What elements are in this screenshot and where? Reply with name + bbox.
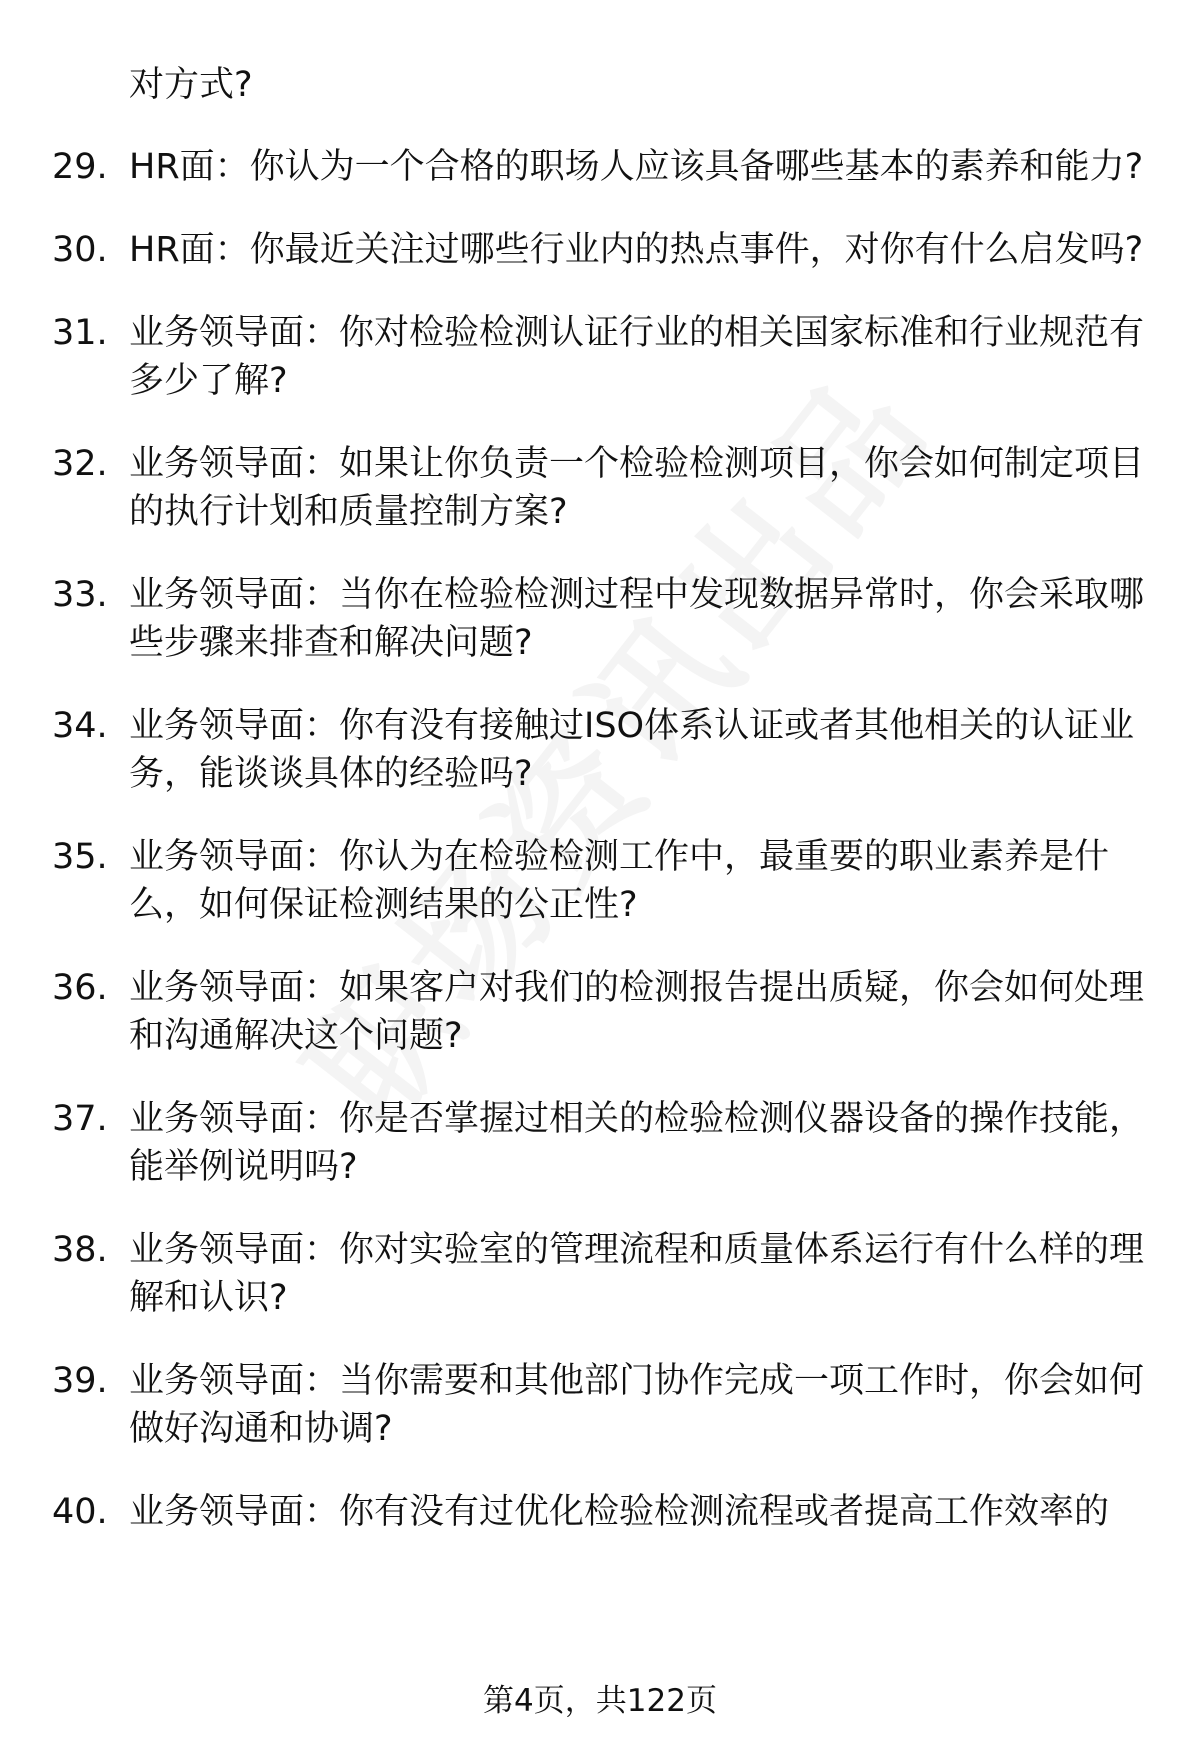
item-text: 业务领导面：你是否掌握过相关的检验检测仪器设备的操作技能，能举例说明吗? bbox=[129, 1099, 1145, 1187]
item-number: 32. bbox=[52, 444, 108, 484]
page-footer: 第4页，共122页 bbox=[483, 1683, 717, 1719]
continuation-text: 对方式? bbox=[129, 65, 253, 105]
item-text: 业务领导面：你有没有过优化检验检测流程或者提高工作效率的 bbox=[129, 1492, 1110, 1532]
list-item bbox=[52, 571, 1152, 667]
item-number: 35. bbox=[52, 837, 108, 877]
item-text: 业务领导面：你认为在检验检测工作中，最重要的职业素养是什么，如何保证检测结果的公正性? bbox=[129, 837, 1110, 925]
item-number: 34. bbox=[52, 706, 108, 746]
item-text: 业务领导面：如果客户对我们的检测报告提出质疑，你会如何处理和沟通解决这个问题? bbox=[129, 968, 1145, 1056]
list-item bbox=[52, 1095, 1152, 1191]
list-item bbox=[52, 702, 1152, 798]
item-number: 33. bbox=[52, 575, 108, 615]
item-text: 业务领导面：如果让你负责一个检验检测项目，你会如何制定项目的执行计划和质量控制方案? bbox=[129, 444, 1145, 532]
item-number: 36. bbox=[52, 968, 108, 1008]
item-text: 业务领导面：你对实验室的管理流程和质量体系运行有什么样的理解和认识? bbox=[129, 1230, 1145, 1318]
list-item bbox=[52, 226, 1152, 274]
item-number: 40. bbox=[52, 1492, 108, 1532]
list-item bbox=[52, 1488, 1152, 1536]
item-number: 37. bbox=[52, 1099, 108, 1139]
item-text: 业务领导面：当你在检验检测过程中发现数据异常时，你会采取哪些步骤来排查和解决问题? bbox=[129, 575, 1145, 663]
item-text: 业务领导面：你对检验检测认证行业的相关国家标准和行业规范有多少了解? bbox=[129, 313, 1145, 401]
list-item bbox=[52, 964, 1152, 1060]
list-item bbox=[52, 1226, 1152, 1322]
item-text: 业务领导面：当你需要和其他部门协作完成一项工作时，你会如何做好沟通和协调? bbox=[129, 1361, 1145, 1449]
item-number: 31. bbox=[52, 313, 108, 353]
item-number: 38. bbox=[52, 1230, 108, 1270]
item-text: 业务领导面：你有没有接触过ISO体系认证或者其他相关的认证业务，能谈谈具体的经验吗? bbox=[129, 706, 1135, 794]
list-item bbox=[52, 1357, 1152, 1453]
list-item bbox=[52, 309, 1152, 405]
item-number: 29. bbox=[52, 147, 108, 187]
item-number: 39. bbox=[52, 1361, 108, 1401]
question-list bbox=[52, 143, 1152, 1571]
list-item bbox=[52, 143, 1152, 191]
list-item bbox=[52, 440, 1152, 536]
item-number: 30. bbox=[52, 230, 108, 270]
item-text: HR面：你最近关注过哪些行业内的热点事件，对你有什么启发吗? bbox=[129, 230, 1144, 270]
item-text: HR面：你认为一个合格的职场人应该具备哪些基本的素养和能力? bbox=[129, 147, 1144, 187]
list-item bbox=[52, 833, 1152, 929]
